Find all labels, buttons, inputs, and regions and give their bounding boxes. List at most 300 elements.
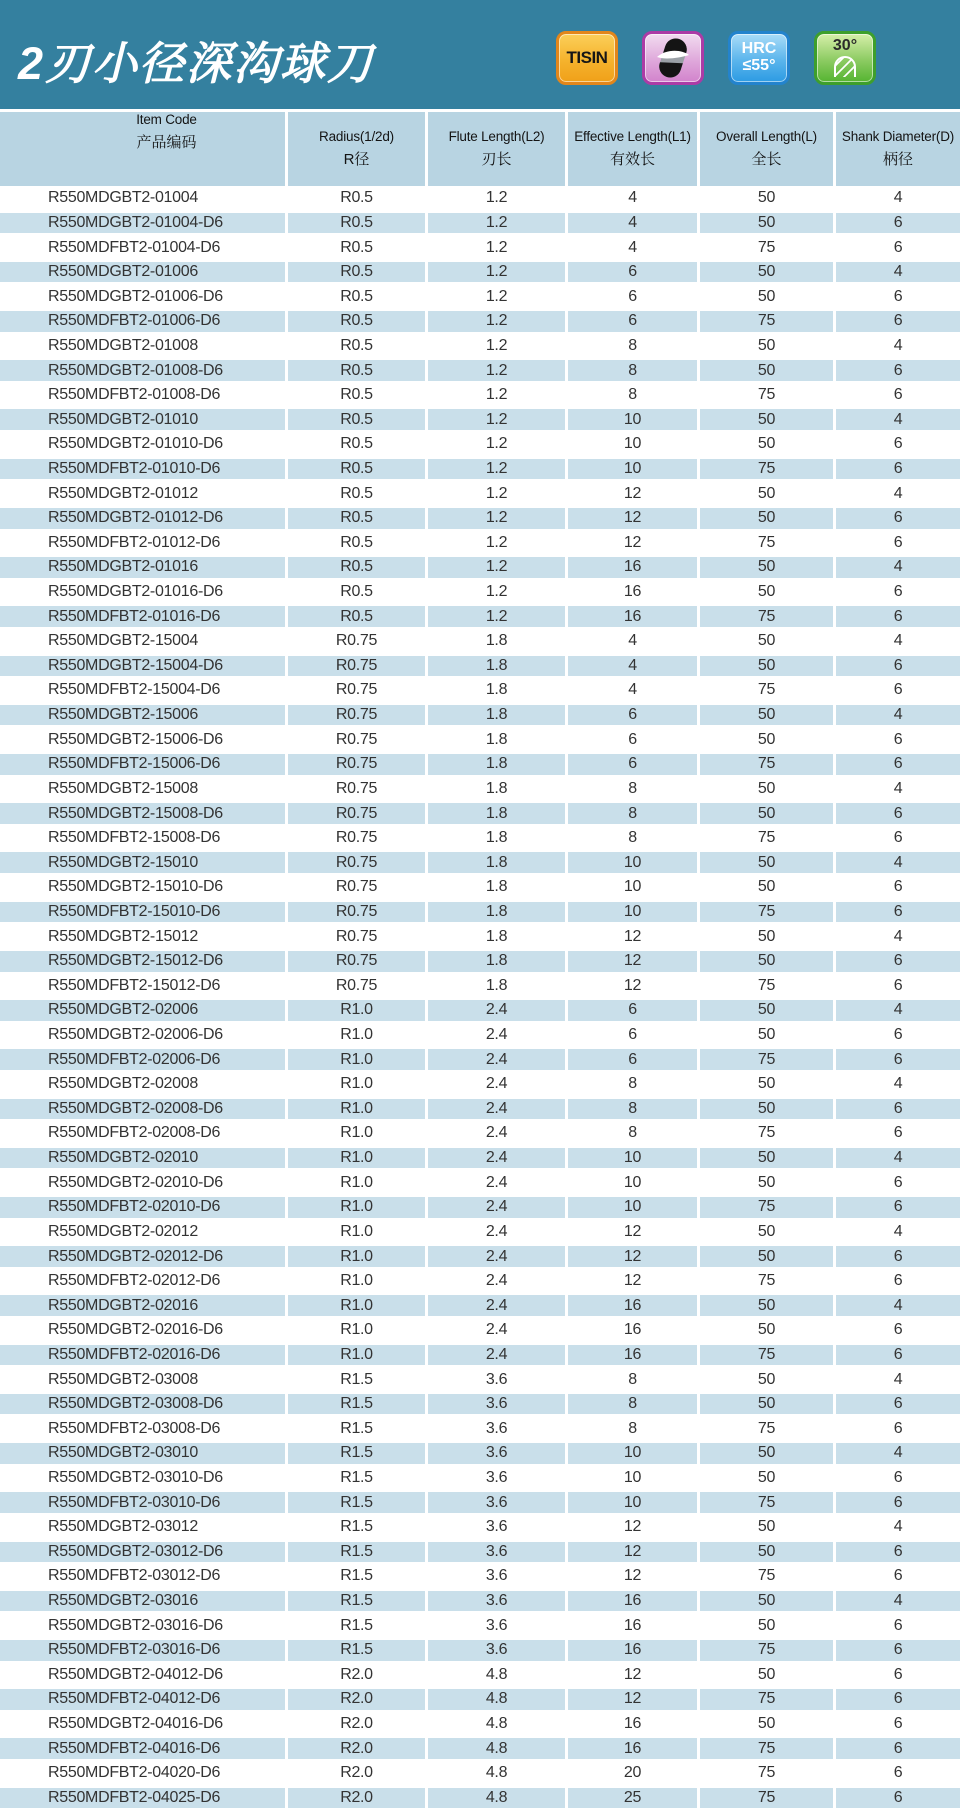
cell-flute-length: 4.8 [428,1663,568,1688]
table-row [0,1613,960,1638]
cell-overall-length: 75 [700,606,836,627]
cell-radius: R0.75 [288,826,428,851]
cell-overall-length: 75 [700,974,836,999]
cell-item-code: R550MDFBT2-01016-D6 [0,606,288,627]
cell-overall-length: 50 [700,803,836,824]
cell-shank-diameter: 6 [893,287,903,305]
table-row [0,949,960,974]
cell-shank-diameter: 6 [893,1247,903,1265]
cell-shank-diameter: 6 [893,460,903,477]
table-row [0,1712,960,1737]
cell-flute-length: 2.4 [428,1049,568,1070]
cell-overall-length: 50 [700,924,836,949]
cell-overall-length: 50 [700,1394,836,1415]
table-row [0,974,960,999]
cell-item-code: R550MDGBT2-03008 [0,1367,288,1392]
cell-radius: R1.5 [288,1591,428,1612]
cell-radius: R2.0 [288,1738,428,1759]
cell-item-code: R550MDGBT2-01010 [0,409,288,430]
cell-item-code: R550MDFBT2-15012-D6 [0,974,288,999]
cell-radius: R1.5 [288,1394,428,1415]
cell-flute-length: 3.6 [428,1515,568,1540]
cell-item-code: R550MDGBT2-01008-D6 [0,360,288,381]
table-row [0,1515,960,1540]
column-header-shank-diameter: Shank Diameter(D) 柄径 [841,129,955,168]
table-row [0,1663,960,1688]
cell-shank-diameter: 6 [893,583,903,601]
cell-radius: R1.0 [288,1099,428,1120]
ball-tip-dome-icon [832,55,858,77]
cell-shank-diameter: 6 [893,1468,903,1486]
cell-overall-length: 75 [700,459,836,480]
cell-flute-length: 1.2 [428,481,568,506]
table-header-row [0,112,960,186]
cell-overall-length: 50 [700,1072,836,1097]
cell-effective-length: 8 [568,383,700,408]
table-row [0,1786,960,1811]
cell-radius: R0.5 [288,360,428,381]
cell-flute-length: 3.6 [428,1564,568,1589]
cell-effective-length: 16 [568,1640,700,1661]
table-row [0,186,960,211]
cell-flute-length: 1.2 [428,213,568,234]
cell-shank-diameter: 4 [893,1149,903,1167]
cell-shank-diameter: 6 [893,1395,903,1413]
cell-effective-length: 12 [568,481,700,506]
cell-shank-diameter: 6 [893,1419,903,1437]
cell-effective-length: 12 [568,1269,700,1294]
cell-flute-length: 1.2 [428,284,568,309]
cell-item-code: R550MDFBT2-03008-D6 [0,1416,288,1441]
cell-item-code: R550MDGBT2-02006-D6 [0,1023,288,1048]
cell-radius: R1.0 [288,1049,428,1070]
cell-flute-length: 2.4 [428,1170,568,1195]
cell-shank-diameter: 4 [893,484,903,502]
cell-overall-length: 75 [700,1761,836,1786]
cell-shank-diameter: 6 [893,1272,903,1290]
cell-item-code: R550MDGBT2-02008 [0,1072,288,1097]
table-row [0,752,960,777]
table-row [0,1490,960,1515]
cell-effective-length: 8 [568,1394,700,1415]
table-row [0,801,960,826]
cell-radius: R0.5 [288,606,428,627]
cell-radius: R1.5 [288,1515,428,1540]
table-row [0,924,960,949]
cell-overall-length: 50 [700,213,836,234]
cell-shank-diameter: 4 [893,1296,903,1314]
cell-item-code: R550MDGBT2-02016 [0,1295,288,1316]
cell-item-code: R550MDFBT2-01010-D6 [0,459,288,480]
cell-radius: R0.5 [288,459,428,480]
cell-effective-length: 12 [568,1663,700,1688]
cell-effective-length: 16 [568,606,700,627]
table-row [0,998,960,1023]
cell-flute-length: 4.8 [428,1712,568,1737]
cell-flute-length: 1.2 [428,580,568,605]
cell-radius: R1.0 [288,1318,428,1343]
cell-radius: R0.5 [288,186,428,211]
cell-radius: R2.0 [288,1689,428,1710]
cell-overall-length: 50 [700,1148,836,1169]
cell-effective-length: 8 [568,1072,700,1097]
cell-effective-length: 16 [568,1295,700,1316]
cell-effective-length: 10 [568,902,700,923]
cell-effective-length: 10 [568,1466,700,1491]
cell-shank-diameter: 6 [893,952,903,970]
cell-overall-length: 50 [700,1023,836,1048]
cell-shank-diameter: 4 [893,1222,903,1240]
cell-item-code: R550MDFBT2-02012-D6 [0,1269,288,1294]
cell-item-code: R550MDFBT2-02010-D6 [0,1197,288,1218]
cell-effective-length: 8 [568,1099,700,1120]
table-row [0,334,960,359]
cell-item-code: R550MDFBT2-04012-D6 [0,1689,288,1710]
cell-item-code: R550MDGBT2-02012 [0,1220,288,1245]
cell-overall-length: 75 [700,1788,836,1809]
cell-item-code: R550MDFBT2-15006-D6 [0,754,288,775]
cell-overall-length: 50 [700,777,836,802]
cell-overall-length: 75 [700,678,836,703]
cell-radius: R0.5 [288,432,428,457]
cell-flute-length: 3.6 [428,1613,568,1638]
cell-radius: R0.5 [288,531,428,556]
cell-shank-diameter: 6 [893,976,903,994]
cell-flute-length: 1.2 [428,459,568,480]
cell-item-code: R550MDGBT2-02010 [0,1148,288,1169]
table-row [0,211,960,236]
page-header-banner [0,0,960,112]
cell-effective-length: 12 [568,1515,700,1540]
cell-overall-length: 50 [700,409,836,430]
table-row [0,260,960,285]
cell-shank-diameter: 4 [893,558,903,576]
cell-radius: R1.0 [288,1197,428,1218]
cell-effective-length: 12 [568,974,700,999]
cell-radius: R1.0 [288,1345,428,1366]
column-header-overall-length: Overall Length(L) 全长 [700,112,836,186]
hardness-hrc-badge [728,31,790,85]
page-title: 2刃小径深沟球刀 [18,38,375,89]
table-row [0,1441,960,1466]
cell-effective-length: 12 [568,508,700,529]
cell-item-code: R550MDGBT2-15004-D6 [0,656,288,677]
cell-overall-length: 75 [700,235,836,260]
cell-flute-length: 1.2 [428,531,568,556]
cell-radius: R1.5 [288,1613,428,1638]
cell-shank-diameter: 4 [893,632,903,650]
table-row [0,1121,960,1146]
cell-effective-length: 12 [568,924,700,949]
cell-radius: R0.5 [288,235,428,260]
cell-effective-length: 6 [568,284,700,309]
cell-flute-length: 2.4 [428,1148,568,1169]
cell-flute-length: 3.6 [428,1640,568,1661]
table-row [0,1318,960,1343]
cell-shank-diameter: 4 [893,1370,903,1388]
cell-item-code: R550MDFBT2-04025-D6 [0,1788,288,1809]
cell-overall-length: 50 [700,580,836,605]
table-row [0,1540,960,1565]
cell-shank-diameter: 6 [893,1542,903,1560]
cell-effective-length: 6 [568,727,700,752]
cell-flute-length: 3.6 [428,1416,568,1441]
cell-shank-diameter: 6 [893,533,903,551]
cell-radius: R0.5 [288,481,428,506]
cell-effective-length: 4 [568,186,700,211]
table-row [0,826,960,851]
cell-shank-diameter: 6 [893,1739,903,1757]
cell-shank-diameter: 4 [893,1075,903,1093]
cell-overall-length: 50 [700,1318,836,1343]
cell-radius: R0.75 [288,974,428,999]
table-row [0,875,960,900]
table-row [0,580,960,605]
cell-effective-length: 4 [568,656,700,677]
cell-shank-diameter: 6 [893,804,903,822]
cell-shank-diameter: 4 [893,1518,903,1536]
cell-flute-length: 2.4 [428,1345,568,1366]
cell-flute-length: 1.8 [428,629,568,654]
cell-item-code: R550MDGBT2-03012-D6 [0,1542,288,1563]
cell-shank-diameter: 6 [893,1050,903,1068]
cell-effective-length: 10 [568,1492,700,1513]
table-row [0,703,960,728]
cell-radius: R1.0 [288,1000,428,1021]
cell-flute-length: 4.8 [428,1689,568,1710]
cell-effective-length: 12 [568,1689,700,1710]
cell-overall-length: 75 [700,1564,836,1589]
table-row [0,850,960,875]
cell-flute-length: 1.8 [428,826,568,851]
cell-radius: R2.0 [288,1712,428,1737]
cell-flute-length: 1.2 [428,557,568,578]
cell-radius: R0.75 [288,951,428,972]
cell-effective-length: 4 [568,213,700,234]
cell-flute-length: 1.2 [428,360,568,381]
cell-item-code: R550MDFBT2-01006-D6 [0,311,288,332]
cell-overall-length: 75 [700,1049,836,1070]
cell-effective-length: 10 [568,852,700,873]
cell-shank-diameter: 6 [893,1026,903,1044]
cell-radius: R0.5 [288,557,428,578]
cell-flute-length: 3.6 [428,1542,568,1563]
cell-flute-length: 1.8 [428,875,568,900]
cell-shank-diameter: 4 [893,1001,903,1019]
table-row [0,1416,960,1441]
cell-effective-length: 16 [568,1712,700,1737]
cell-flute-length: 3.6 [428,1591,568,1612]
cell-effective-length: 8 [568,803,700,824]
cell-flute-length: 2.4 [428,1197,568,1218]
cell-overall-length: 50 [700,705,836,726]
table-row [0,531,960,556]
cell-flute-length: 1.2 [428,432,568,457]
cell-flute-length: 3.6 [428,1394,568,1415]
cell-flute-length: 2.4 [428,1269,568,1294]
table-row [0,777,960,802]
cell-item-code: R550MDGBT2-15010-D6 [0,875,288,900]
ball-nose-endmill-icon [642,31,704,85]
cell-flute-length: 1.8 [428,705,568,726]
cell-item-code: R550MDGBT2-01010-D6 [0,432,288,457]
cell-overall-length: 50 [700,186,836,211]
table-row [0,727,960,752]
cell-shank-diameter: 6 [893,1173,903,1191]
cell-flute-length: 3.6 [428,1466,568,1491]
cell-shank-diameter: 6 [893,878,903,896]
table-row [0,604,960,629]
cell-shank-diameter: 6 [893,312,903,330]
cell-overall-length: 50 [700,1246,836,1267]
table-row [0,1761,960,1786]
cell-shank-diameter: 6 [893,1764,903,1782]
cell-item-code: R550MDGBT2-03016 [0,1591,288,1612]
column-header-effective-length: Effective Length(L1) 有效长 [568,112,700,186]
cell-overall-length: 50 [700,508,836,529]
table-row [0,1687,960,1712]
table-row [0,900,960,925]
cell-overall-length: 50 [700,629,836,654]
cell-flute-length: 1.2 [428,409,568,430]
table-row [0,1392,960,1417]
cell-radius: R1.5 [288,1492,428,1513]
cell-overall-length: 75 [700,1492,836,1513]
cell-shank-diameter: 4 [893,336,903,354]
cell-overall-length: 75 [700,754,836,775]
cell-radius: R0.75 [288,727,428,752]
cell-overall-length: 50 [700,1367,836,1392]
cell-effective-length: 16 [568,580,700,605]
table-row [0,457,960,482]
cell-item-code: R550MDGBT2-03012 [0,1515,288,1540]
cell-effective-length: 12 [568,531,700,556]
cell-item-code: R550MDFBT2-03012-D6 [0,1564,288,1589]
table-row [0,1269,960,1294]
cell-effective-length: 4 [568,678,700,703]
cell-effective-length: 16 [568,1613,700,1638]
table-row [0,481,960,506]
cell-shank-diameter: 6 [893,656,903,674]
table-row [0,1072,960,1097]
cell-shank-diameter: 6 [893,509,903,527]
cell-overall-length: 75 [700,1121,836,1146]
cell-shank-diameter: 6 [893,1690,903,1708]
cell-flute-length: 1.2 [428,311,568,332]
cell-flute-length: 1.2 [428,186,568,211]
cell-radius: R1.0 [288,1148,428,1169]
hrc-label: HRC [741,39,777,57]
cell-flute-length: 2.4 [428,1220,568,1245]
cell-effective-length: 6 [568,1023,700,1048]
cell-overall-length: 50 [700,1542,836,1563]
cell-radius: R1.5 [288,1542,428,1563]
cell-shank-diameter: 6 [893,755,903,773]
cell-item-code: R550MDGBT2-01012-D6 [0,508,288,529]
table-body [0,186,960,1810]
cell-item-code: R550MDGBT2-01012 [0,481,288,506]
cell-radius: R1.5 [288,1367,428,1392]
tisin-coating-badge [556,31,618,85]
cell-item-code: R550MDGBT2-03010 [0,1443,288,1464]
cell-effective-length: 8 [568,826,700,851]
cell-overall-length: 50 [700,1591,836,1612]
cell-item-code: R550MDGBT2-04016-D6 [0,1712,288,1737]
hrc-value: ≤55° [742,56,776,74]
cell-flute-length: 2.4 [428,1121,568,1146]
cell-item-code: R550MDGBT2-01004 [0,186,288,211]
cell-shank-diameter: 6 [893,1099,903,1117]
table-row [0,1146,960,1171]
cell-shank-diameter: 4 [893,927,903,945]
table-row [0,1293,960,1318]
cell-shank-diameter: 4 [893,1444,903,1462]
table-row [0,1220,960,1245]
cell-effective-length: 10 [568,1443,700,1464]
cell-effective-length: 25 [568,1788,700,1809]
cell-overall-length: 50 [700,852,836,873]
cell-radius: R0.5 [288,580,428,605]
cell-radius: R0.5 [288,334,428,359]
table-row [0,654,960,679]
cell-radius: R1.5 [288,1466,428,1491]
table-row [0,235,960,260]
cell-overall-length: 50 [700,1170,836,1195]
cell-radius: R0.75 [288,902,428,923]
cell-flute-length: 1.2 [428,235,568,260]
cell-shank-diameter: 6 [893,1567,903,1585]
table-row [0,506,960,531]
cell-item-code: R550MDGBT2-02012-D6 [0,1246,288,1267]
cell-flute-length: 4.8 [428,1761,568,1786]
cell-radius: R1.5 [288,1564,428,1589]
cell-effective-length: 10 [568,1148,700,1169]
cell-radius: R0.5 [288,262,428,283]
cell-effective-length: 16 [568,1591,700,1612]
cell-effective-length: 12 [568,1564,700,1589]
ball-nose-endmill-glyph [654,36,692,80]
cell-flute-length: 1.2 [428,606,568,627]
cell-item-code: R550MDFBT2-04016-D6 [0,1738,288,1759]
cell-radius: R0.75 [288,852,428,873]
cell-flute-length: 2.4 [428,1099,568,1120]
cell-radius: R2.0 [288,1663,428,1688]
cell-overall-length: 75 [700,531,836,556]
cell-radius: R1.5 [288,1640,428,1661]
helix-angle-badge [814,31,876,85]
cell-item-code: R550MDGBT2-15010 [0,852,288,873]
cell-overall-length: 75 [700,1416,836,1441]
cell-radius: R1.0 [288,1269,428,1294]
cell-overall-length: 50 [700,432,836,457]
cell-effective-length: 8 [568,1367,700,1392]
cell-item-code: R550MDFBT2-15004-D6 [0,678,288,703]
product-table [0,112,960,1810]
cell-flute-length: 3.6 [428,1492,568,1513]
cell-overall-length: 50 [700,875,836,900]
table-row [0,309,960,334]
cell-effective-length: 4 [568,235,700,260]
cell-item-code: R550MDGBT2-15004 [0,629,288,654]
cell-overall-length: 50 [700,1099,836,1120]
cell-item-code: R550MDFBT2-15008-D6 [0,826,288,851]
cell-flute-length: 3.6 [428,1443,568,1464]
cell-overall-length: 50 [700,727,836,752]
cell-overall-length: 50 [700,481,836,506]
cell-overall-length: 50 [700,1663,836,1688]
cell-flute-length: 1.8 [428,656,568,677]
cell-flute-length: 1.8 [428,974,568,999]
